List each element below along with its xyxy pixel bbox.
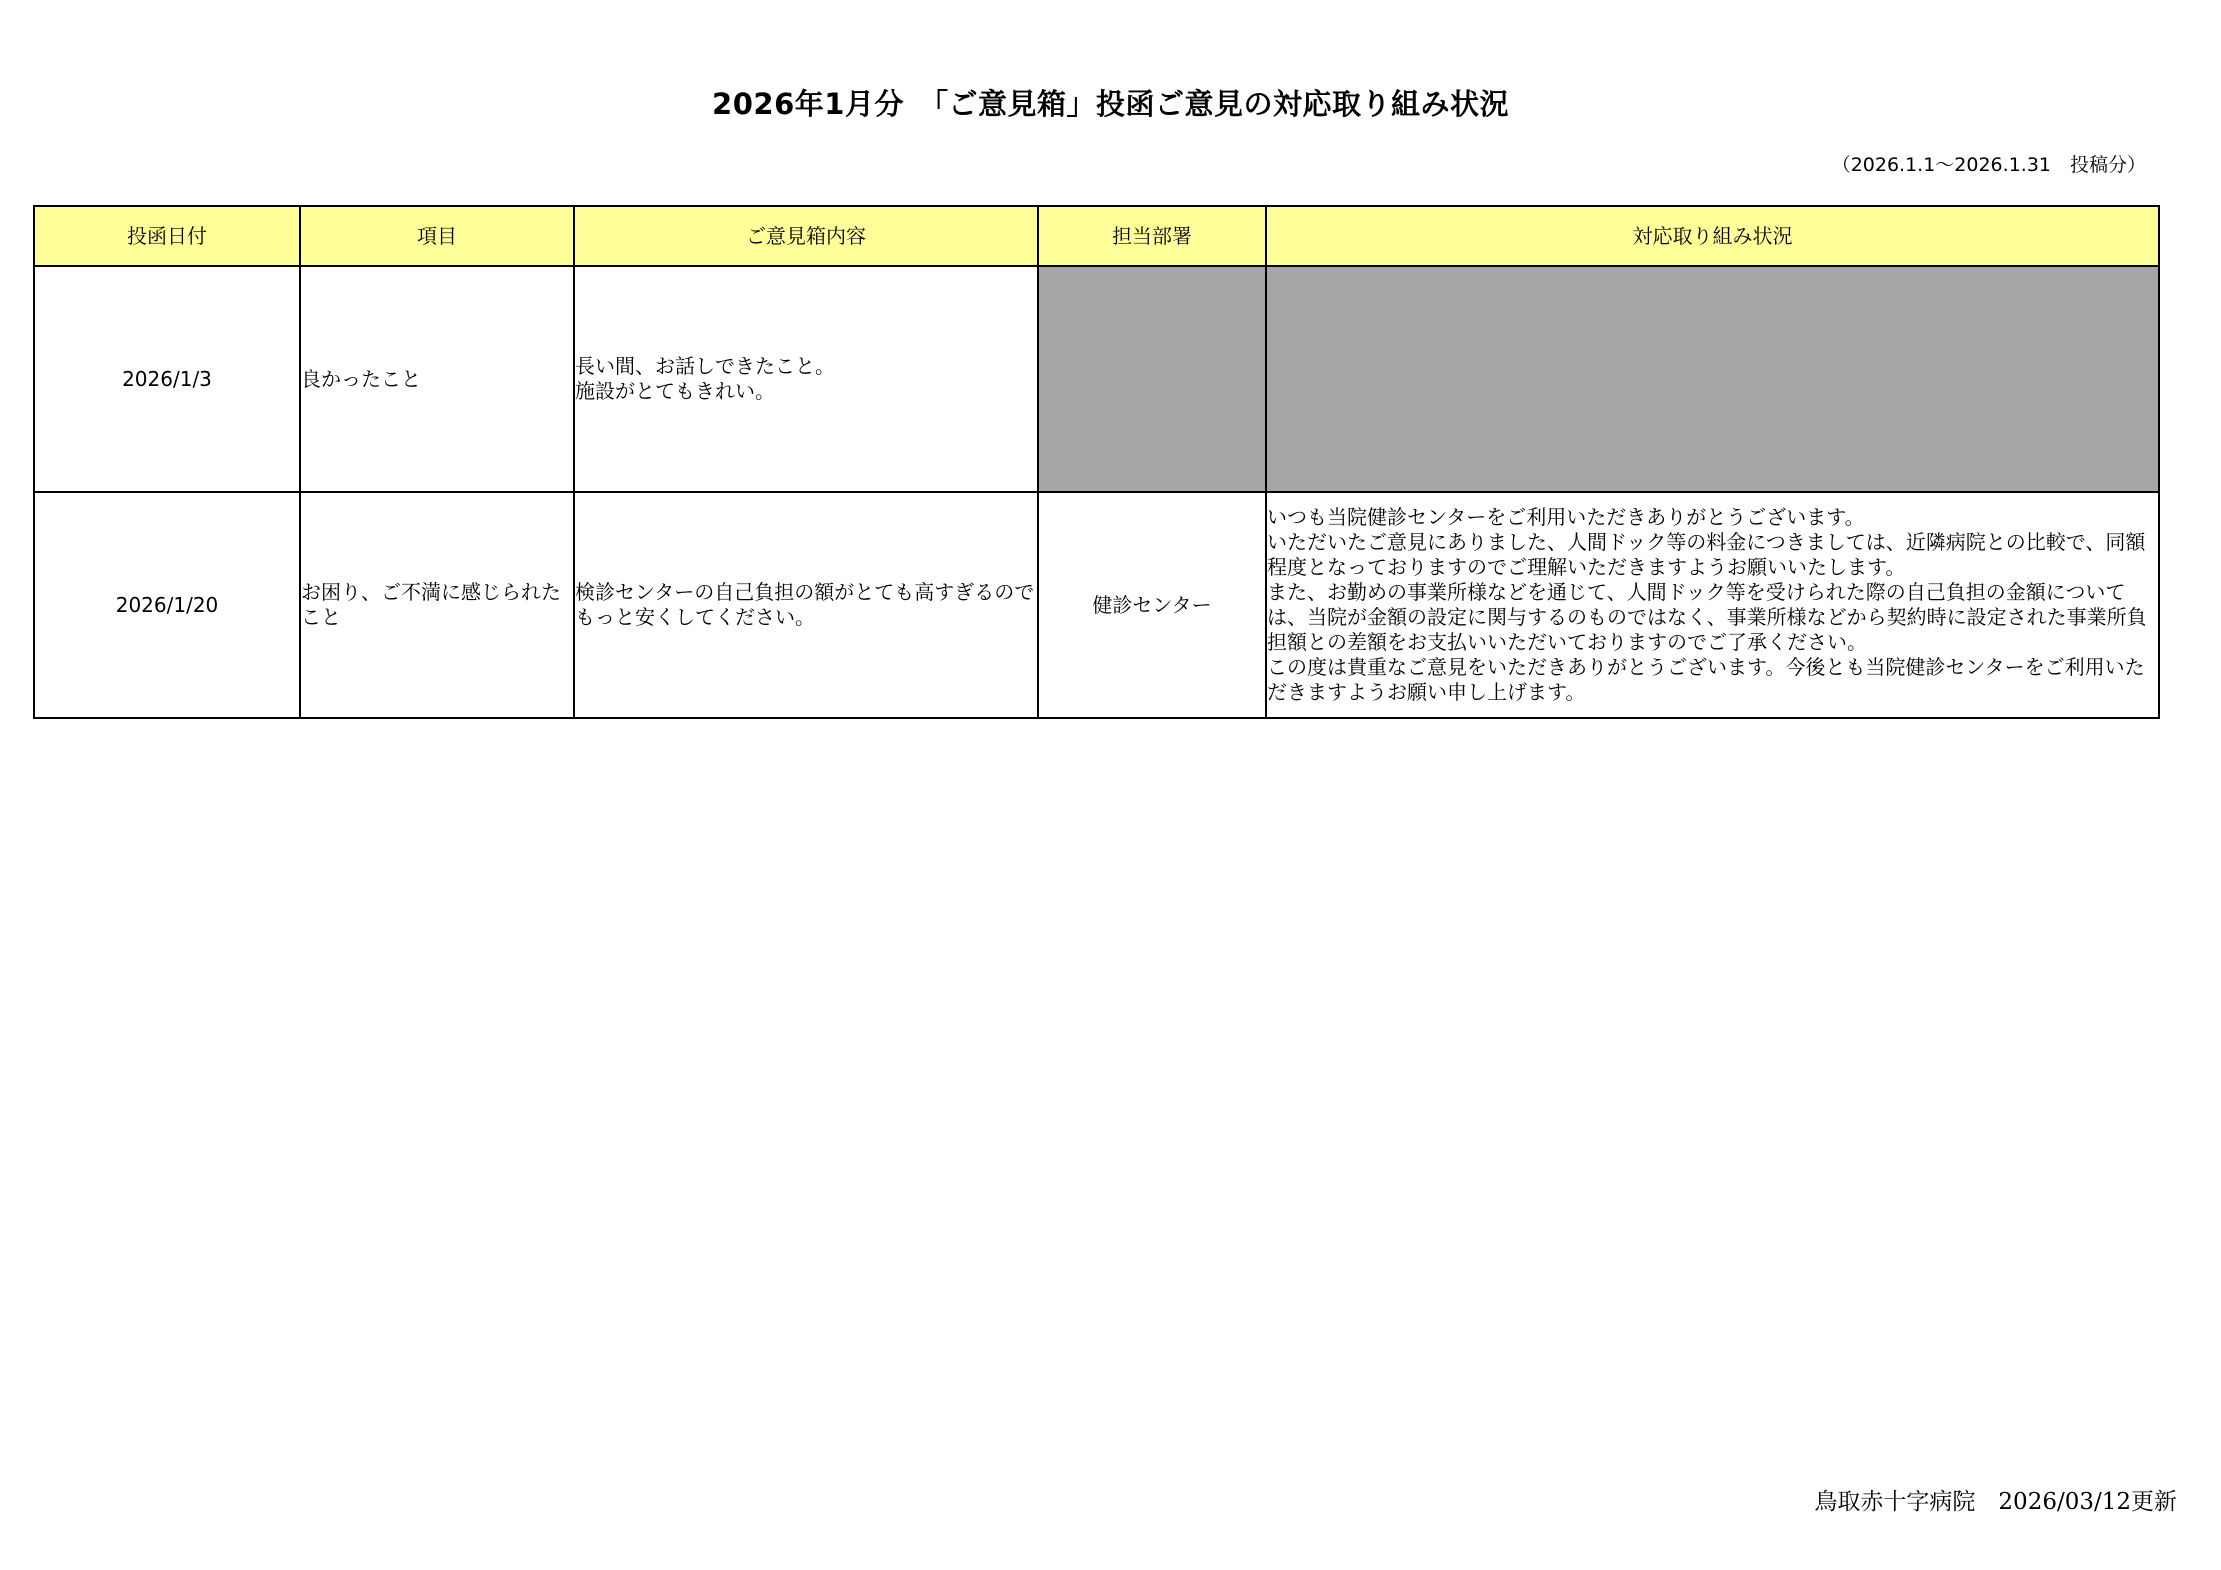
row-content: 検診センターの自己負担の額がとても高すぎるのでもっと安くしてください。 [574,492,1038,718]
row-department [1038,266,1266,492]
row-item: 良かったこと [300,266,574,492]
header-item: 項目 [300,206,574,266]
posting-period: （2026.1.1～2026.1.31 投稿分） [1831,154,2146,176]
row-item: お困り、ご不満に感じられたこと [300,492,574,718]
row-content: 長い間、お話しできたこと。 施設がとてもきれい。 [574,266,1038,492]
row-date: 2026/1/3 [34,266,300,492]
row-date: 2026/1/20 [34,492,300,718]
footer-hospital-updated: 鳥取赤十字病院 2026/03/12更新 [1814,1489,2177,1515]
row-department: 健診センター [1038,492,1266,718]
table-header-row [34,206,2159,266]
row-response [1266,266,2159,492]
table-row [34,266,2159,492]
header-content: ご意見箱内容 [574,206,1038,266]
header-department: 担当部署 [1038,206,1266,266]
feedback-table [33,205,2160,719]
page-title: 2026年1月分 「ご意見箱」投函ご意見の対応取り組み状況 [712,87,1509,121]
table-row [34,492,2159,718]
header-date: 投函日付 [34,206,300,266]
row-response: いつも当院健診センターをご利用いただきありがとうございます。 いただいたご意見にありました、人間ドック等の料金につきましては、近隣病院との比較で、同額程度となっておりますのでご理解いただきますようお願いいたします。 また、お勤めの事業所様などを通じて、人間ドック等を受けられた際の自己負担の金額については、当院が金額の設定に関与するのものではなく、事業所様などから契約時に設定された事業所負担額との差額をお支払いいただいておりますのでご了承ください。 この度は貴重なご意見をいただきありがとうございます。今後とも当院健診センターをご利用いただきますようお願い申し上げます。 [1266,492,2159,718]
header-response: 対応取り組み状況 [1266,206,2159,266]
